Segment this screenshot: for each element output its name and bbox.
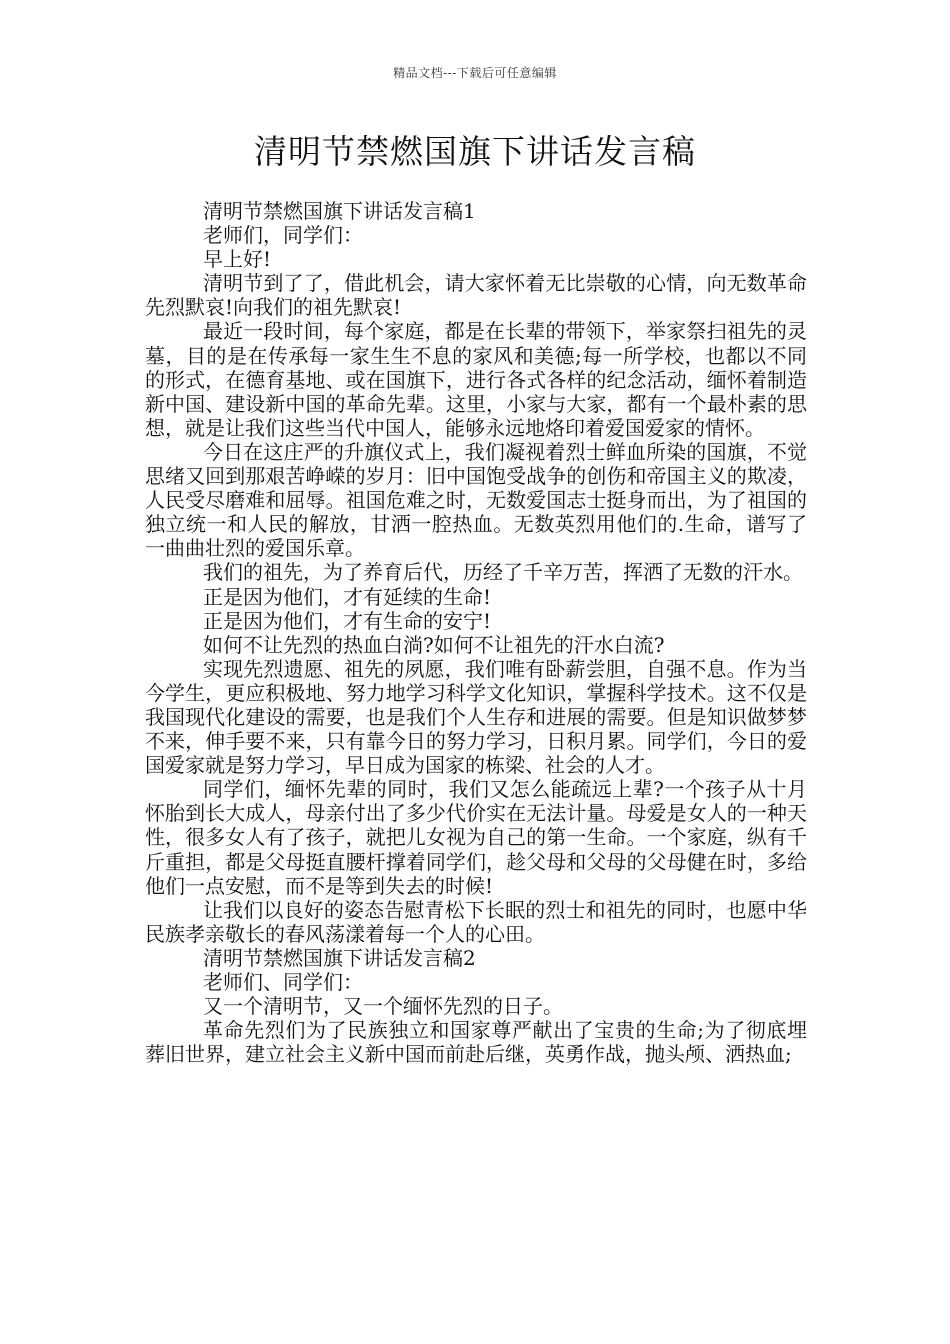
page-header: 精品文档---下载后可任意编辑: [393, 66, 557, 80]
paragraph: 最近一段时间，每个家庭，都是在长辈的带领下，举家祭扫祖先的灵墓，目的是在传承每一家生生不息的家风和美德;每一所学校，也都以不同的形式，在德育基地、或在国旗下，进行各式各样的纪念活动，缅怀着制造新中国、建设新中国的革命先辈。这里，小家与大家，都有一个最朴素的思想，就是让我们这些当代中国人，能够永远地烙印着爱国爱家的情怀。: [145, 319, 807, 440]
paragraph: 清明节禁燃国旗下讲话发言稿1: [203, 199, 476, 223]
document-body: [145, 199, 807, 1066]
paragraph: 早上好!: [203, 247, 272, 272]
paragraph: 同学们，缅怀先辈的同时，我们又怎么能疏远上辈?一个孩子从十月怀胎到长大成人，母亲付出了多少代价实在无法计量。母爱是女人的一种天性，很多女人有了孩子，就把儿女视为自己的第一生命。一个家庭，纵有千斤重担，都是父母挺直腰杆撑着同学们，趁父母和父母的父母健在时，多给他们一点安慰，而不是等到失去的时候!: [145, 777, 807, 898]
paragraph: 让我们以良好的姿态告慰青松下长眠的烈士和祖先的同时，也愿中华民族孝亲敬长的春风荡漾着每一个人的心田。: [145, 897, 807, 946]
paragraph: 又一个清明节，又一个缅怀先烈的日子。: [203, 994, 563, 1019]
paragraph: 正是因为他们，才有延续的生命!: [203, 584, 492, 609]
paragraph: 正是因为他们，才有生命的安宁!: [203, 608, 492, 633]
paragraph: 清明节到了了，借此机会，请大家怀着无比崇敬的心情，向无数革命先烈默哀!向我们的祖先默哀!: [145, 271, 807, 320]
paragraph: 革命先烈们为了民族独立和国家尊严献出了宝贵的生命;为了彻底埋葬旧世界，建立社会主义新中国而前赴后继，英勇作战，抛头颅、洒热血;: [145, 1018, 807, 1067]
paragraph: 老师们，同学们：: [203, 223, 363, 248]
paragraph: 实现先烈遗愿、祖先的夙愿，我们唯有卧薪尝胆，自强不息。作为当今学生，更应积极地、努力地学习科学文化知识，掌握科学技术。这不仅是我国现代化建设的需要，也是我们个人生存和进展的需要。但是知识做梦梦不来，伸手要不来，只有靠今日的努力学习，日积月累。同学们，今日的爱国爱家就是努力学习，早日成为国家的栋梁、社会的人才。: [145, 656, 807, 778]
paragraph: 如何不让先烈的热血白淌?如何不让祖先的汗水白流?: [203, 632, 665, 657]
paragraph: 我们的祖先，为了养育后代，历经了千辛万苦，挥洒了无数的汗水。: [203, 560, 803, 585]
document-title: 清明节禁燃国旗下讲话发言稿: [254, 132, 696, 171]
paragraph: 清明节禁燃国旗下讲话发言稿2: [203, 945, 476, 970]
paragraph: 老师们、同学们：: [203, 970, 363, 994]
paragraph: 今日在这庄严的升旗仪式上，我们凝视着烈士鲜血所染的国旗，不觉思绪又回到那艰苦峥嵘的岁月：旧中国饱受战争的创伤和帝国主义的欺凌，人民受尽磨难和屈辱。祖国危难之时，无数爱国志士挺身而出，为了祖国的独立统一和人民的解放，甘洒一腔热血。无数英烈用他们的.生命，谱写了一曲曲壮烈的爱国乐章。: [145, 439, 807, 561]
